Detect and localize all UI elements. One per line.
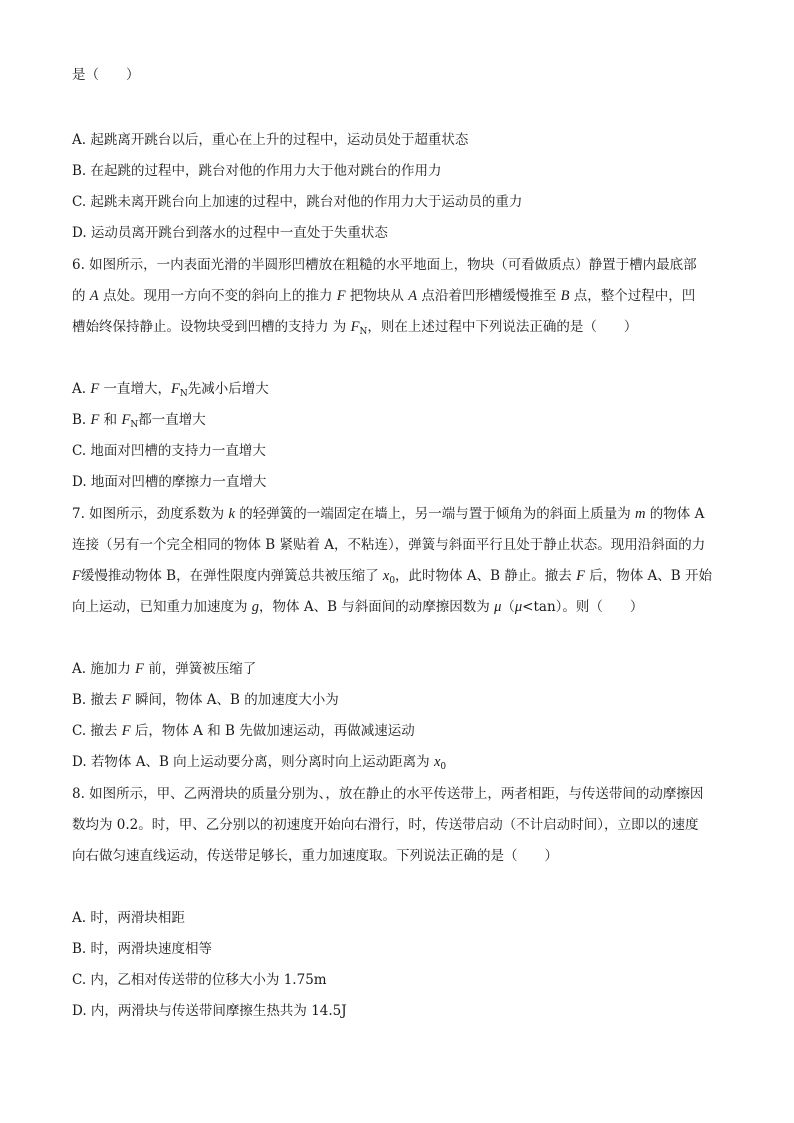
- text-segment: 都一直增大: [138, 412, 206, 428]
- text-line: [72, 380, 269, 398]
- text-segment: 7. 如图所示，劲度系数为: [72, 506, 229, 522]
- text-segment: 连接（另有一个完全相同的物体 B 紧贴着 A，不粘连），弹簧与斜面平行且处于静止状态。现用沿斜面的力: [72, 537, 706, 553]
- text-segment: ，则在上述过程中下列说法正确的是（ ）: [367, 319, 638, 335]
- text-segment: 数均为 0.2。时，甲、乙分别以的初速度开始向右滑行，时，传送带启动（不计启动时间），立即以的速度: [72, 817, 699, 833]
- text-line: [72, 567, 712, 585]
- text-segment: B.: [72, 412, 91, 428]
- text-segment: ，此时物体 A、B 静止。撤去: [395, 568, 577, 584]
- text-line: [72, 971, 327, 989]
- text-segment: C. 撤去: [72, 723, 122, 739]
- text-segment: 一直增大，: [99, 381, 171, 397]
- text-segment: C. 内，乙相对传送带的位移大小为 1.75m: [72, 972, 327, 988]
- text-line: [72, 536, 705, 554]
- math-symbol: F: [135, 661, 144, 677]
- math-symbol: F: [576, 568, 585, 584]
- math-symbol: F: [121, 723, 131, 739]
- text-line: [72, 224, 388, 242]
- text-segment: A. 时，两滑块相距: [72, 910, 185, 926]
- text-segment: C. 地面对凹槽的支持力一直增大: [72, 443, 266, 459]
- text-line: [72, 847, 558, 865]
- text-segment: 缓慢推动物体 B，在弹性限度内弹簧总共被压缩了: [80, 568, 383, 584]
- math-symbol: F: [350, 319, 360, 335]
- text-line: [72, 256, 697, 274]
- text-segment: 槽始终保持静止。设物块受到凹槽的支持力 为: [72, 319, 351, 335]
- text-segment: C. 起跳未离开跳台向上加速的过程中，跳台对他的作用力大于运动员的重力: [72, 194, 523, 210]
- text-line: [72, 505, 704, 523]
- math-symbol: F: [336, 288, 346, 304]
- text-segment: 的: [72, 288, 90, 304]
- text-segment: 先减小后增大: [187, 381, 269, 397]
- text-segment: 8. 如图所示，甲、乙两滑块的质量分别为、，放在静止的水平传送带上，两者相距，与传送带间的动摩擦因: [72, 786, 704, 802]
- text-line: [72, 816, 699, 834]
- text-line: [72, 909, 185, 927]
- math-symbol: x: [433, 754, 441, 770]
- math-symbol: F: [171, 381, 180, 397]
- text-line: [72, 318, 637, 336]
- subscript: 0: [440, 762, 447, 772]
- text-line: [72, 1002, 347, 1020]
- text-segment: 点沿着凹形槽缓慢推至: [417, 288, 561, 304]
- math-symbol: F: [121, 412, 131, 428]
- text-line: [72, 66, 140, 84]
- subscript: N: [179, 389, 188, 399]
- text-line: [72, 193, 522, 211]
- text-line: [72, 722, 415, 740]
- text-line: [72, 131, 468, 149]
- text-line: [72, 660, 256, 678]
- text-line: [72, 785, 703, 803]
- math-symbol: g: [251, 599, 260, 615]
- text-line: [72, 753, 446, 771]
- text-line: [72, 442, 266, 460]
- text-segment: B. 在起跳的过程中，跳台对他的作用力大于他对跳台的作用力: [72, 163, 442, 179]
- text-line: [72, 598, 643, 616]
- text-line: [72, 287, 695, 305]
- subscript: N: [359, 327, 368, 337]
- text-segment: B. 撤去: [72, 692, 122, 708]
- text-segment: 前，弹簧被压缩了: [143, 661, 257, 677]
- math-symbol: A: [89, 288, 99, 304]
- text-line: [72, 940, 212, 958]
- text-segment: 把物块从: [345, 288, 409, 304]
- text-segment: A.: [72, 381, 91, 397]
- text-segment: 向上运动，已知重力加速度为: [72, 599, 252, 615]
- math-symbol: μ: [514, 599, 523, 615]
- text-segment: A. 起跳离开跳台以后，重心在上升的过程中，运动员处于超重状态: [72, 132, 469, 148]
- text-segment: D. 若物体 A、B 向上运动要分离，则分离时向上运动距离为: [72, 754, 434, 770]
- subscript: 0: [389, 576, 396, 586]
- math-symbol: x: [382, 568, 390, 584]
- text-segment: D. 内，两滑块与传送带间摩擦生热共为 14.5J: [72, 1003, 347, 1019]
- math-symbol: F: [90, 412, 100, 428]
- text-segment: 点处。现用一方向不变的斜向上的推力: [98, 288, 337, 304]
- math-symbol: F: [72, 568, 81, 584]
- math-symbol: A: [408, 288, 418, 304]
- math-symbol: F: [121, 692, 131, 708]
- text-segment: 点，整个过程中，凹: [569, 288, 696, 304]
- text-segment: 向右做匀速直线运动，传送带足够长，重力加速度取。下列说法正确的是（ ）: [72, 848, 558, 864]
- text-segment: D. 运动员离开跳台到落水的过程中一直处于失重状态: [72, 225, 388, 241]
- text-segment: 的轻弹簧的一端固定在墙上，另一端与置于倾角为的斜面上质量为: [234, 506, 635, 522]
- text-line: [72, 473, 266, 491]
- text-segment: B. 时，两滑块速度相等: [72, 941, 213, 957]
- text-segment: 瞬间，物体 A、B 的加速度大小为: [130, 692, 339, 708]
- text-line: [72, 162, 442, 180]
- text-segment: 的物体 A: [645, 506, 705, 522]
- text-segment: 是（ ）: [72, 67, 140, 83]
- math-symbol: m: [635, 506, 646, 522]
- text-segment: 6. 如图所示，一内表面光滑的半圆形凹槽放在粗糙的水平地面上，物块（可看做质点）静置于槽内最底部: [72, 257, 697, 273]
- text-segment: （: [501, 599, 515, 615]
- math-symbol: F: [90, 381, 100, 397]
- text-line: [72, 411, 206, 429]
- text-segment: D. 地面对凹槽的摩擦力一直增大: [72, 474, 267, 490]
- text-segment: ，物体 A、B 与斜面间的动摩擦因数为: [259, 599, 495, 615]
- math-symbol: B: [560, 288, 570, 304]
- text-segment: A. 施加力: [72, 661, 136, 677]
- subscript: N: [130, 420, 139, 430]
- text-segment: 后，物体 A 和 B 先做加速运动，再做减速运动: [130, 723, 415, 739]
- text-line: [72, 691, 339, 709]
- text-segment: 和: [99, 412, 122, 428]
- text-segment: <tan）。则（ ）: [522, 599, 644, 615]
- math-symbol: μ: [494, 599, 502, 615]
- math-symbol: k: [228, 506, 235, 522]
- text-segment: 后，物体 A、B 开始: [584, 568, 712, 584]
